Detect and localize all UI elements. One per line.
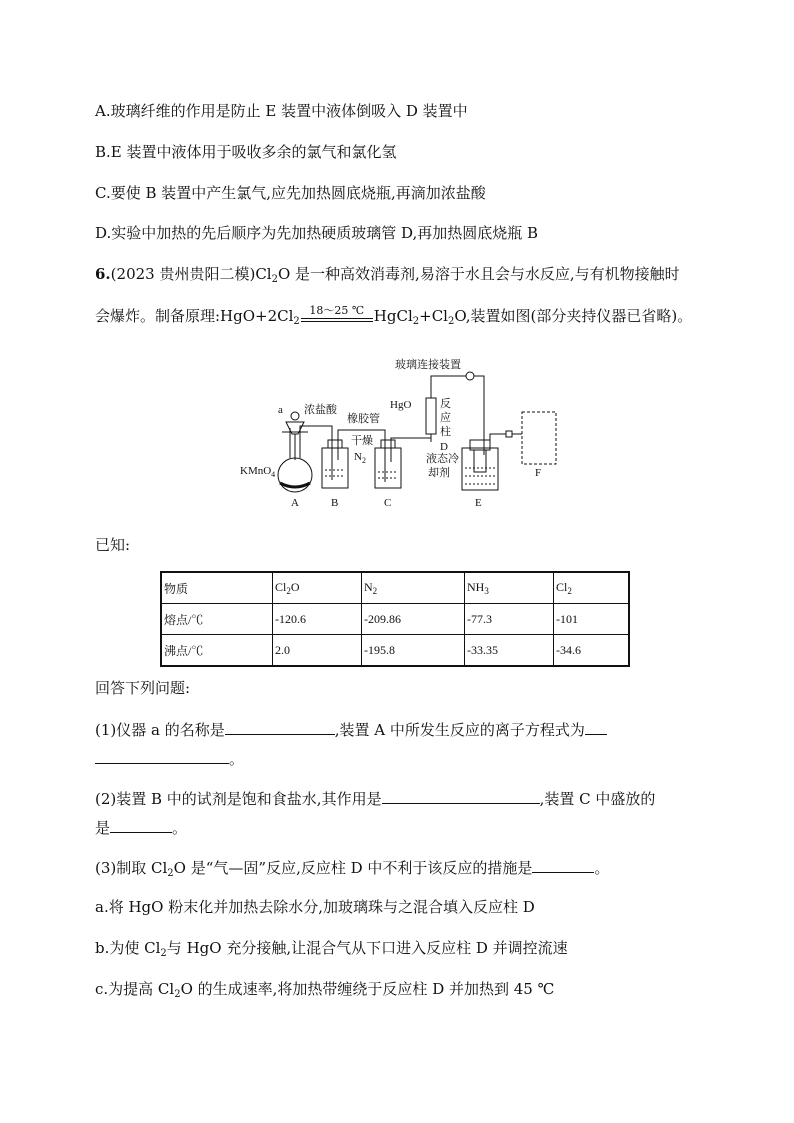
apparatus-diagram	[230, 350, 570, 515]
choice-a	[95, 897, 535, 917]
choice-text: O 的生成速率,将加热带缠绕于反应柱 D 并加热到 45 ℃	[180, 980, 555, 998]
table-cell: 沸点/℃	[161, 635, 273, 667]
label-rubber-tube: 橡胶管	[347, 413, 380, 425]
reaction-text: +Cl	[419, 307, 448, 325]
intro-text: O 是一种高效消毒剂,易溶于水且会与水反应,与有机物接触时	[277, 265, 680, 283]
label-A: A	[291, 497, 299, 509]
table-cell: 物质	[161, 572, 273, 604]
question-2-line-1	[95, 788, 655, 809]
known-label: 已知:	[95, 536, 131, 554]
table-row	[161, 604, 629, 635]
answer-blank[interactable]	[225, 719, 335, 735]
bottle-b	[322, 440, 348, 488]
subscript: 2	[412, 316, 420, 327]
subscript: 2	[271, 274, 278, 285]
option-d: D.实验中加热的先后顺序为先加热硬质玻璃管 D,再加热圆底烧瓶 B	[95, 224, 539, 242]
table-row	[161, 635, 629, 667]
question-6-intro	[95, 264, 680, 290]
subscript: 2	[447, 316, 455, 327]
reaction-equals-sign	[301, 304, 373, 327]
label-glass-connector: 玻璃连接装置	[395, 359, 461, 371]
label-B: B	[331, 497, 339, 509]
reaction-text: O,装置如图(部分夹持仪器已省略)。	[454, 307, 693, 325]
label-reactor-2: 应	[440, 412, 451, 424]
question-number: 6.	[95, 265, 111, 283]
label-kmno4: KMnO$_4$	[240, 465, 276, 479]
table-cell: -195.8	[362, 635, 465, 667]
question-text: (2)装置 B 中的试剂是饱和食盐水,其作用是	[95, 790, 382, 808]
question-source: (2023 贵州贵阳二模)	[110, 265, 256, 283]
question-text: O 是“气—固”反应,反应柱 D 中不利于该反应的措施是	[173, 859, 533, 877]
subscript: 2	[160, 948, 167, 959]
table-cell: -209.86	[362, 604, 465, 635]
answer-blank[interactable]	[585, 719, 607, 735]
punctuation: 。	[172, 819, 188, 837]
label-coolant-2: 却剂	[428, 467, 450, 479]
table-cell: $Cl_2O$	[273, 572, 362, 604]
label-reactor-3: 柱	[440, 426, 451, 438]
reaction-text: 会爆炸。制备原理:HgO+2Cl	[95, 307, 294, 325]
punctuation: 。	[594, 859, 610, 877]
label-n2: $N_2$	[354, 451, 366, 465]
table-cell: $Cl_2$	[554, 572, 630, 604]
subscript: 2	[167, 868, 174, 879]
table-cell: -77.3	[465, 604, 554, 635]
table-cell: $N_2$	[362, 572, 465, 604]
table-cell: 2.0	[273, 635, 362, 667]
question-text: 是	[95, 819, 111, 837]
choice-c	[95, 979, 554, 1005]
question-text: ,装置 C 中盛放的	[539, 790, 656, 808]
question-text: (1)仪器 a 的名称是	[95, 721, 225, 739]
table-cell: $NH_3$	[465, 572, 554, 604]
choice-b	[95, 938, 568, 964]
option-a: A.玻璃纤维的作用是防止 E 装置中液体倒吸入 D 装置中	[95, 102, 468, 120]
bottle-c	[375, 440, 401, 488]
table-header-row	[161, 572, 629, 604]
label-conc-hcl: 浓盐酸	[304, 404, 337, 416]
question-text: ,装置 A 中所发生反应的离子方程式为	[334, 721, 585, 739]
subscript: 2	[293, 316, 300, 327]
table-cell: 熔点/℃	[161, 604, 273, 635]
flask-a	[278, 412, 312, 492]
choice-text: c.为提高 Cl	[95, 980, 175, 998]
answer-blank[interactable]	[110, 817, 172, 833]
answer-blank[interactable]	[532, 857, 594, 873]
table-cell: -33.35	[465, 635, 554, 667]
question-text: (3)制取 Cl	[95, 859, 168, 877]
label-F: F	[535, 467, 542, 479]
reactor-column-d	[426, 386, 436, 442]
subscript: 2	[174, 989, 181, 1000]
formula-text: Cl	[255, 265, 272, 283]
question-1-line-2	[95, 748, 244, 769]
box-f	[522, 412, 556, 464]
label-dry: 干燥	[351, 435, 373, 447]
question-1-line-1	[95, 719, 607, 740]
answer-blank[interactable]	[382, 788, 540, 804]
label-E: E	[475, 497, 482, 509]
vessel-e	[462, 440, 498, 490]
option-c: C.要使 B 装置中产生氯气,应先加热圆底烧瓶,再滴加浓盐酸	[95, 184, 486, 202]
answer-prompt: 回答下列问题:	[95, 679, 191, 697]
table-cell: -34.6	[554, 635, 630, 667]
properties-table	[160, 571, 630, 667]
label-reactor-1: 反	[440, 398, 451, 410]
choice-text: a.将 HgO 粉末化并加热去除水分,加玻璃珠与之混合填入反应柱 D	[95, 898, 535, 916]
question-2-line-2	[95, 817, 187, 838]
question-6-reaction	[95, 306, 692, 332]
label-d: D	[440, 441, 448, 453]
table-cell: -101	[554, 604, 630, 635]
reaction-text: HgCl	[373, 307, 413, 325]
choice-text: 与 HgO 充分接触,让混合气从下口进入反应柱 D 并调控流速	[166, 939, 568, 957]
choice-text: b.为使 Cl	[95, 939, 161, 957]
label-hgo: HgO	[390, 399, 412, 411]
table-cell: -120.6	[273, 604, 362, 635]
label-a-small: a	[278, 404, 283, 416]
label-C: C	[384, 497, 392, 509]
punctuation: 。	[229, 750, 245, 768]
answer-blank[interactable]	[95, 748, 229, 764]
question-3	[95, 857, 609, 884]
option-b: B.E 装置中液体用于吸收多余的氯气和氯化氢	[95, 143, 397, 161]
reaction-condition: 18～25 ℃	[309, 304, 365, 317]
label-coolant-1: 液态冷	[426, 453, 459, 465]
